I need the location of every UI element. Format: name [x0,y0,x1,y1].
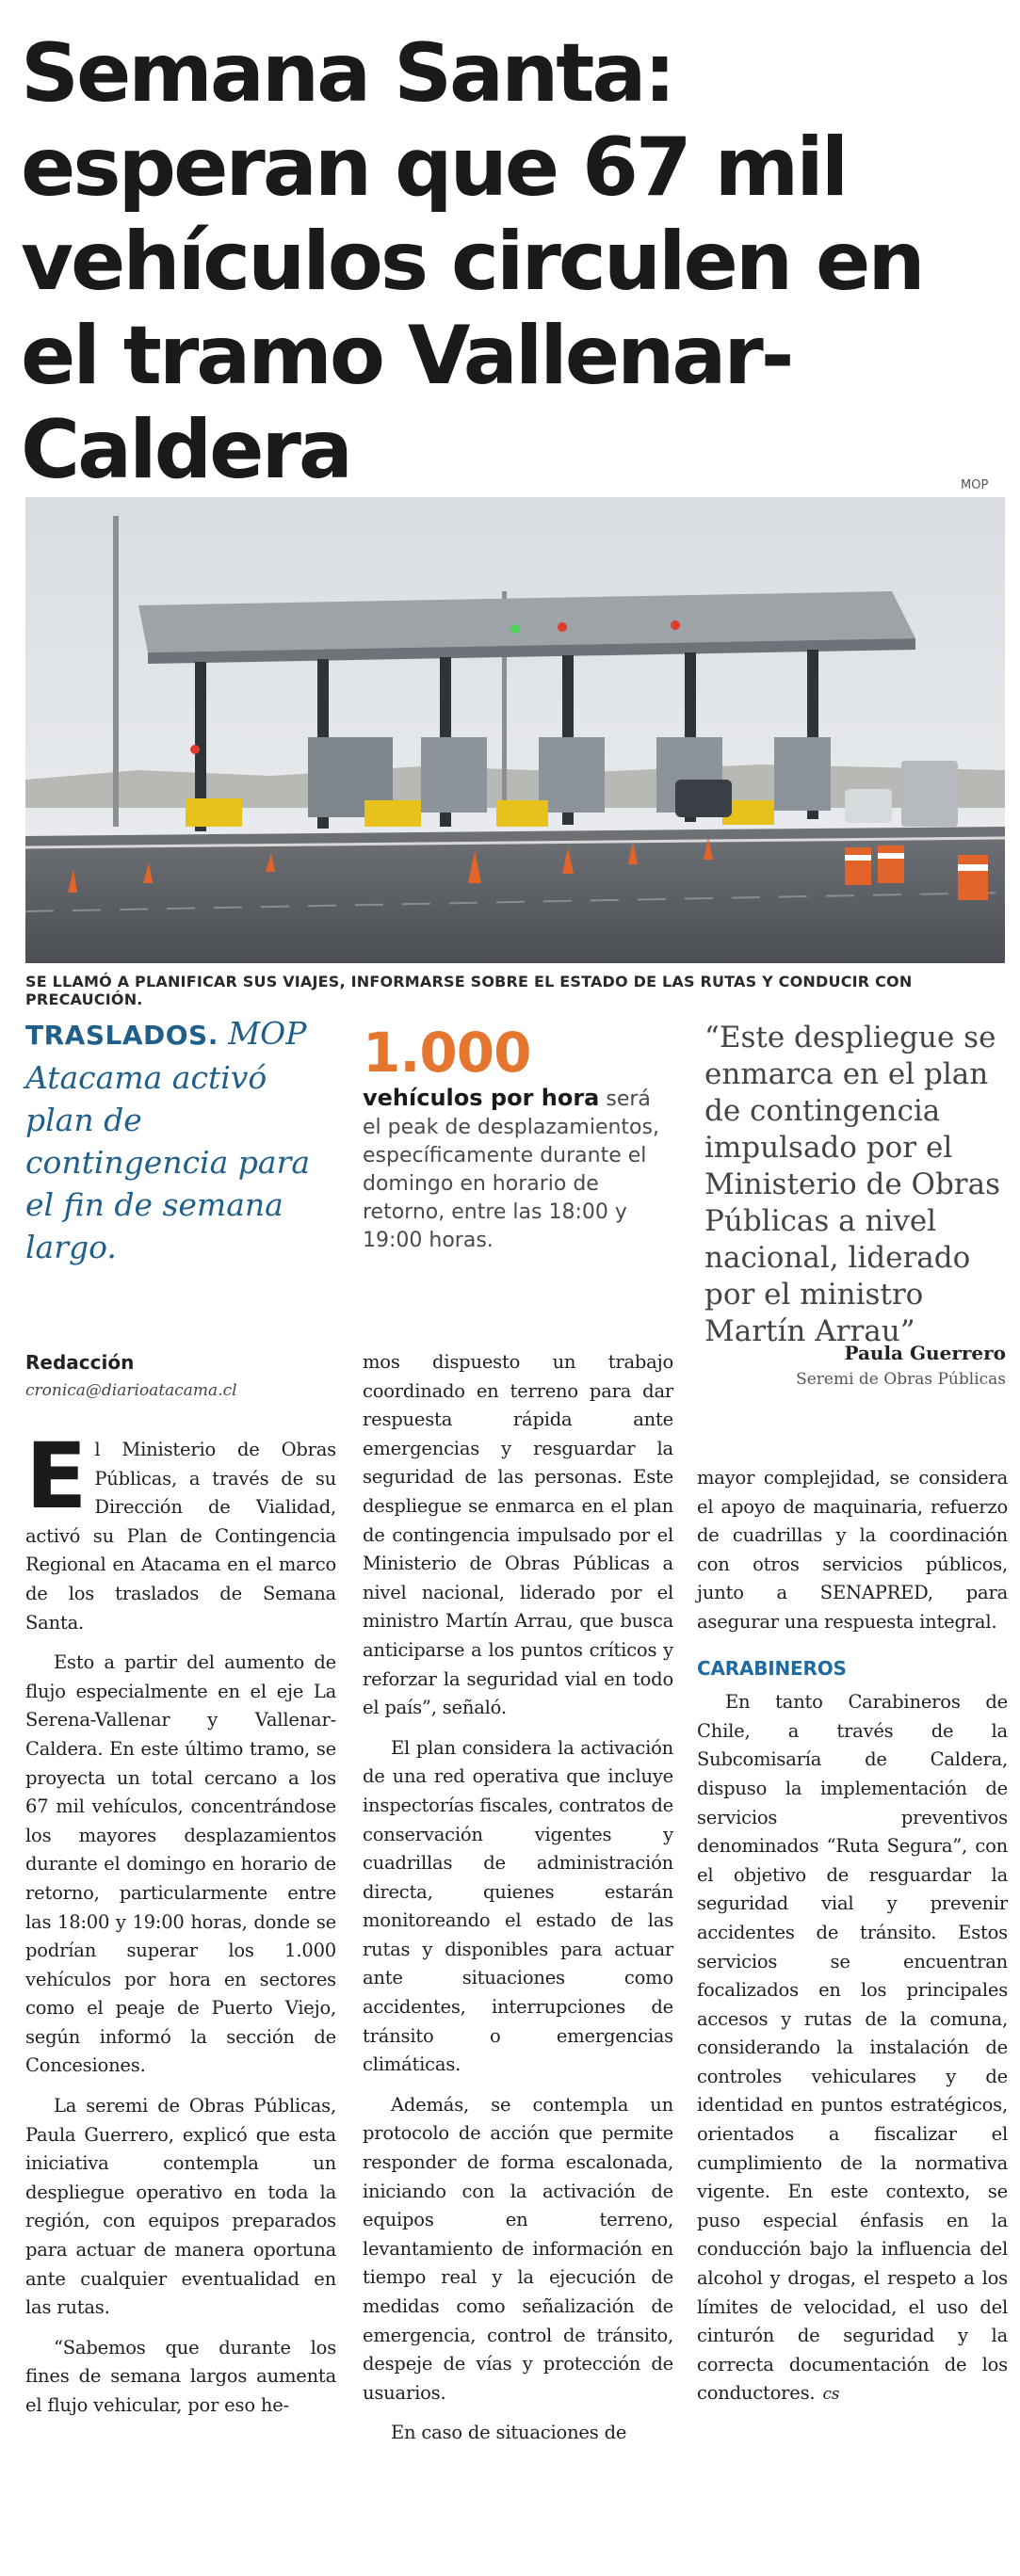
stat-bold: vehículos por hora [363,1085,600,1111]
end-mark: cs [822,2385,840,2405]
body-column-3 [697,1464,1008,2421]
body-paragraph: La seremi de Obras Públicas, Paula Guerrero, explicó que esta iniciativa contempla un despliegue operativo en toda la región, con equipos preparados para actuar de manera oportuna ante cualquier eventualidad en las rutas. [25,2095,336,2319]
stat-text: será el peak de desplazamientos, específicamente durante el domingo en horario de retorno, entre las 18:00 y 19:00 horas. [363,1087,659,1252]
lead-text: MOP Atacama activó plan de contingencia para el fin de semana largo. [25,1015,311,1265]
byline-email: cronica@diarioatacama.cl [25,1381,237,1400]
photo-credit: MOP [961,478,989,492]
body-paragraph: “Sabemos que durante los fines de semana largos aumenta el flujo vehicular, por eso he- [25,2336,336,2416]
body-paragraph: El Ministerio de Obras Públicas, a través de su Dirección de Vialidad, activó su Plan de Contingencia Regional en Atacama en el marco de los traslados de Semana Santa. [25,1424,336,1634]
headline: Semana Santa: esperan que 67 mil vehículos circulen en el tramo Vallenar-Caldera [21,26,923,497]
quote-author: Paula Guerrero [844,1342,1006,1364]
body-column-1 [25,1424,336,2432]
drop-cap: E [25,1424,88,1529]
pull-quote: “Este despliegue se enmarca en el plan de contingencia impulsado por el Ministerio de Obras Públicas a nivel nacional, liderado por el ministro Martín Arrau” [704,1021,1001,1348]
quote-role: Seremi de Obras Públicas [796,1370,1006,1389]
lead-kicker: TRASLADOS. [25,1020,219,1051]
body-paragraph: En caso de situaciones de [391,2422,627,2444]
section-subhead: CARABINEROS [697,1656,847,1680]
body-column-2 [363,1348,673,2459]
body-paragraph: En tanto Carabineros de Chile, a través de la Subcomisaría de Caldera, dispuso la implementación de servicios preventivos denominados “Ruta Segura”, con el objetivo de resguardar la seguridad vial y prevenir accidentes de tránsito. Estos servicios se encuentran focalizados en los principales accesos y rutas de la comuna, considerando la instalación de controles vehiculares y de identidad en puntos estratégicos, orientados a fiscalizar el cumplimiento de la normativa vigente. En este contexto, se puso especial énfasis en la conducción bajo la influencia del alcohol y drogas, el respeto a los límites de velocidad, el uso del cinturón de seguridad y la correcta documentación de los conductores. cs [697,1691,1008,2405]
photo-caption: SE LLAMÓ A PLANIFICAR SUS VIAJES, INFORMARSE SOBRE EL ESTADO DE LAS RUTAS Y CONDUCIR CON PRECAUCIÓN. [25,973,913,1008]
body-paragraph: Además, se contempla un protocolo de acción que permite responder de forma escalonada, iniciando con la activación de equipos en terreno, levantamiento de información en tiempo real y la ejecución de medidas como señalización de emergencia, control de tránsito, despeje de vías y protección de usuarios. [363,2093,673,2404]
lead [25,1012,336,1268]
stat-number: 1.000 [363,1021,531,1085]
body-paragraph: mos dispuesto un trabajo coordinado en terreno para dar respuesta rápida ante emergencias y resguardar la seguridad de las personas. Este despliegue se enmarca en el plan de contingencia impulsado por el Ministerio de Obras Públicas a nivel nacional, liderado por el ministro Martín Arrau, que busca anticiparse a los puntos críticos y reforzar la seguridad vial en todo el país”, señaló. [363,1351,673,1719]
body-paragraph: El plan considera la activación de una red operativa que incluye inspectorías fiscales, contratos de conservación vigentes y cuadrillas de administración directa, quienes estarán monitoreando el estado de las rutas y disponibles para actuar ante situaciones como accidentes, interrupciones de tránsito o emergencias climáticas. [363,1736,673,2076]
byline [25,1351,336,1400]
body-paragraph: mayor complejidad, se considera el apoyo de maquinaria, refuerzo de cuadrillas y la coordinación con otros servicios públicos, junto a SENAPRED, para asegurar una respuesta integral. [697,1467,1008,1633]
stat-box [363,1022,673,1255]
toll-plaza-photo [25,497,1005,963]
body-paragraph: Esto a partir del aumento de flujo especialmente en el eje La Serena-Vallenar y Vallenar-Caldera. En este último tramo, se proyecta un total cercano a los 67 mil vehículos, concentrándose los mayores desplazamientos durante el domingo en horario de retorno, particularmente entre las 18:00 y 19:00 horas, donde se podrían superar los 1.000 vehículos por hora en sectores como el peaje de Puerto Viejo, según informó la sección de Concesiones. [25,1651,336,2077]
quote-attribution [704,1342,1006,1389]
byline-name: Redacción [25,1351,135,1374]
stat-description [363,1084,673,1255]
